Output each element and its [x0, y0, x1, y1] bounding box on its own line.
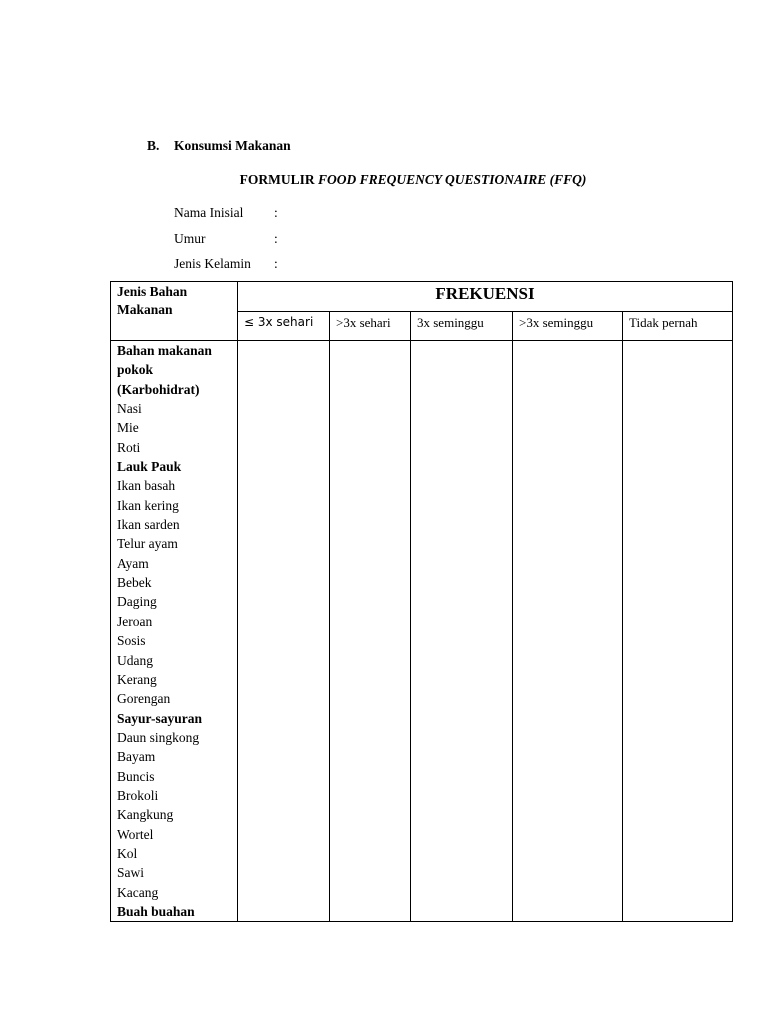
- food-category: (Karbohidrat): [117, 381, 200, 397]
- answer-cell-never[interactable]: [623, 341, 733, 922]
- food-item: Ikan sarden: [117, 517, 180, 533]
- section-title: Konsumsi Makanan: [174, 138, 291, 153]
- food-item: Kacang: [117, 884, 159, 900]
- form-title: [0, 172, 768, 188]
- form-title-prefix: FORMULIR: [239, 172, 318, 187]
- food-item: Ayam: [117, 555, 149, 571]
- identity-colon: :: [274, 230, 278, 246]
- food-type-header: Jenis Bahan Makanan: [111, 282, 238, 341]
- identity-colon: :: [274, 256, 278, 271]
- food-category: Buah buahan: [117, 903, 195, 919]
- food-item: Kangkung: [117, 807, 174, 823]
- form-title-italic: FOOD FREQUENCY QUESTIONAIRE (FFQ): [317, 172, 587, 187]
- food-category: Bahan makanan: [117, 343, 212, 358]
- answer-cell-le3-daily[interactable]: [238, 341, 330, 922]
- answer-cell-gt3-daily[interactable]: [330, 341, 411, 922]
- food-item: Brokoli: [117, 787, 159, 803]
- food-item: Kol: [117, 845, 138, 861]
- food-item: Wortel: [117, 826, 154, 842]
- frequency-header: FREKUENSI: [238, 282, 733, 312]
- freq-col-le3-daily: ≤ 3x sehari: [238, 312, 330, 341]
- food-item: Nasi: [117, 401, 142, 417]
- food-category: Sayur-sayuran: [117, 710, 203, 726]
- food-item: Mie: [117, 420, 139, 436]
- freq-col-never: Tidak pernah: [623, 312, 733, 341]
- food-item: Daging: [117, 594, 157, 610]
- food-item: Bebek: [117, 575, 152, 591]
- answer-cell-gt3-weekly[interactable]: [513, 341, 623, 922]
- food-item: Jeroan: [117, 613, 153, 629]
- food-list: [117, 341, 231, 921]
- freq-col-gt3-weekly: >3x seminggu: [513, 312, 623, 341]
- identity-colon: :: [274, 205, 278, 220]
- food-item: Ikan basah: [117, 478, 176, 494]
- food-item: Daun singkong: [117, 729, 200, 745]
- food-item: Telur ayam: [117, 536, 178, 552]
- freq-col-3-weekly: 3x seminggu: [411, 312, 513, 341]
- food-item: Ikan kering: [117, 497, 179, 513]
- freq-col-gt3-daily: >3x sehari: [330, 312, 411, 341]
- identity-label-gender: Jenis Kelamin: [174, 256, 251, 271]
- food-item: Bayam: [117, 749, 156, 765]
- food-item: Roti: [117, 439, 141, 455]
- identity-row-name[interactable]: [174, 204, 278, 230]
- section-heading: [147, 138, 291, 154]
- answer-cell-3-weekly[interactable]: [411, 341, 513, 922]
- section-letter: B.: [147, 138, 160, 153]
- food-item: Gorengan: [117, 691, 171, 707]
- food-category: Lauk Pauk: [117, 459, 182, 475]
- identity-label-name: Nama Inisial: [174, 205, 244, 220]
- food-item: Kerang: [117, 671, 157, 687]
- identity-label-age: Umur: [174, 230, 206, 246]
- identity-row-age[interactable]: [174, 230, 278, 256]
- food-item: Udang: [117, 652, 153, 668]
- identity-fields: [174, 204, 278, 281]
- food-item: Buncis: [117, 768, 155, 784]
- ffq-table: [110, 281, 733, 922]
- food-item: Sosis: [117, 633, 146, 649]
- food-list-cell: [111, 341, 238, 922]
- food-item: Sawi: [117, 865, 144, 881]
- identity-row-gender[interactable]: [174, 255, 278, 281]
- food-category: pokok: [117, 362, 154, 378]
